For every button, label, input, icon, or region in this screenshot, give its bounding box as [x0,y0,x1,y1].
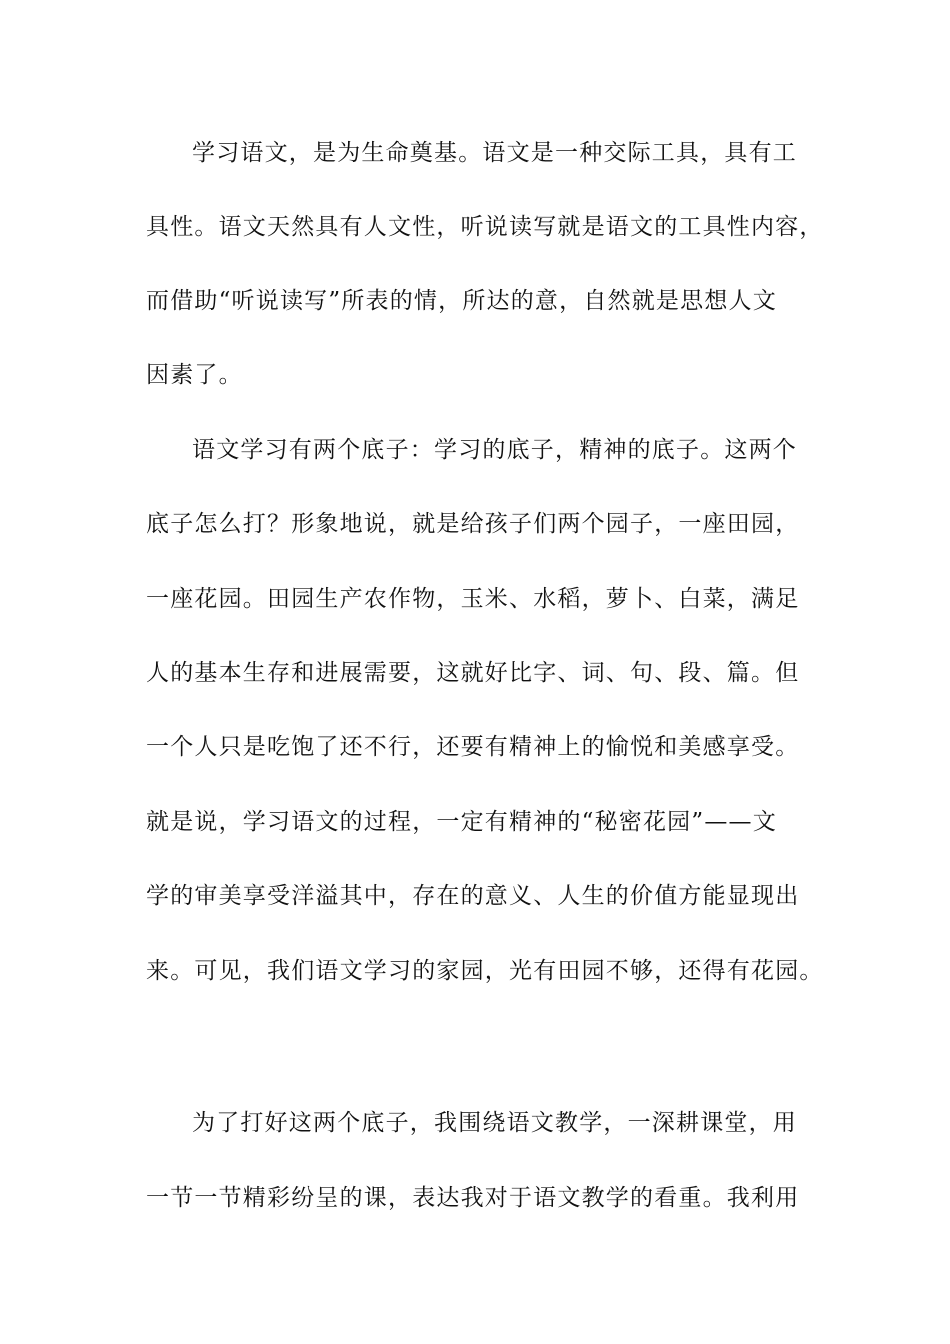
paragraph-2-line-8: 来。可见，我们语文学习的家园，光有田园不够，还得有花园。 [146,958,824,984]
paragraph-1-line-1: 学习语文，是为生命奠基。语文是一种交际工具，具有工 [192,140,797,166]
paragraph-2-line-2: 底子怎么打？形象地说，就是给孩子们两个园子，一座田园， [146,511,800,537]
paragraph-3-line-1: 为了打好这两个底子，我围绕语文教学，一深耕课堂，用 [192,1110,797,1136]
paragraph-2-line-7: 学的审美享受洋溢其中，存在的意义、人生的价值方能显现出 [146,883,800,909]
paragraph-1-line-3: 而借助“听说读写”所表的情，所达的意，自然就是思想人文 [146,288,777,314]
paragraph-2-line-5: 一个人只是吃饱了还不行，还要有精神上的愉悦和美感享受。 [146,734,800,760]
paragraph-1-line-2: 具性。语文天然具有人文性，听说读写就是语文的工具性内容， [146,214,824,240]
paragraph-1-line-4: 因素了。 [146,362,243,388]
paragraph-2-line-1: 语文学习有两个底子：学习的底子，精神的底子。这两个 [192,437,797,463]
paragraph-2-line-4: 人的基本生存和进展需要，这就好比字、词、句、段、篇。但 [146,660,800,686]
paragraph-2-line-6: 就是说，学习语文的过程，一定有精神的“秘密花园”——文 [146,809,777,835]
paragraph-2-line-3: 一座花园。田园生产农作物，玉米、水稻，萝卜、白菜，满足 [146,586,800,612]
paragraph-3-line-2: 一节一节精彩纷呈的课，表达我对于语文教学的看重。我利用 [146,1185,800,1211]
